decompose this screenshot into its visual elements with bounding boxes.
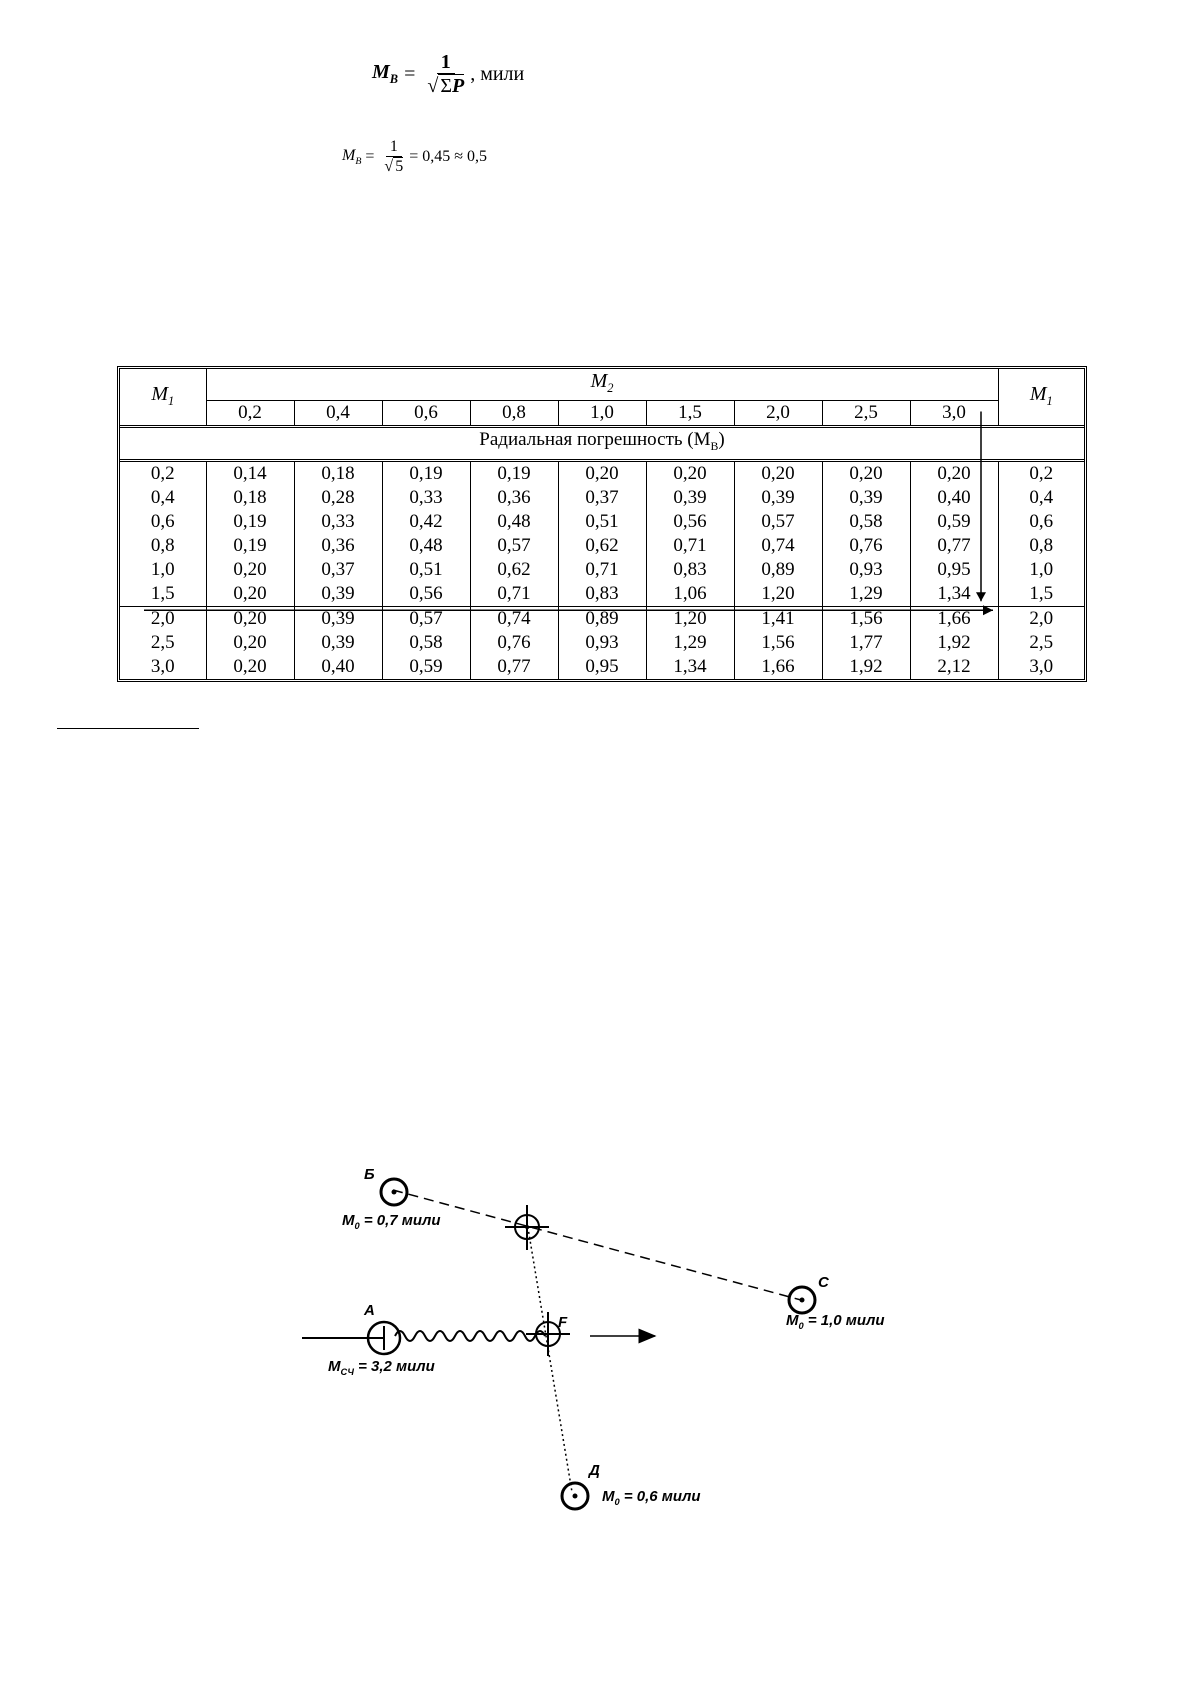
table-cell: 1,77 bbox=[822, 631, 910, 655]
label-c: C bbox=[818, 1274, 829, 1291]
header-m2-value: 0,8 bbox=[470, 401, 558, 427]
table-cell: 1,66 bbox=[734, 655, 822, 679]
table-cell: 0,39 bbox=[646, 486, 734, 510]
table-cell: 0,57 bbox=[734, 510, 822, 534]
header-m2-value: 0,6 bbox=[382, 401, 470, 427]
table-cell: 0,39 bbox=[294, 631, 382, 655]
label-b-error: $M_0 = 0,7$ мили bbox=[342, 1212, 441, 1231]
table-cell: 0,71 bbox=[646, 534, 734, 558]
table-cell: 0,36 bbox=[470, 486, 558, 510]
table-cell: 0,33 bbox=[382, 486, 470, 510]
table-cell: 1,06 bbox=[646, 582, 734, 607]
row-m1-right: 1,5 bbox=[998, 582, 1084, 607]
row-m1-left: 1,0 bbox=[120, 558, 206, 582]
table-cell: 1,92 bbox=[937, 631, 971, 653]
table-cell: 0,51 bbox=[382, 558, 470, 582]
table-cell: 1,29 bbox=[822, 582, 910, 607]
table-cell: 0,74 bbox=[734, 534, 822, 558]
table-cell: 0,57 bbox=[382, 606, 470, 631]
table-cell: 0,71 bbox=[470, 582, 558, 607]
table-cell: 0,20 bbox=[646, 460, 734, 486]
table-cell: 0,39 bbox=[734, 486, 822, 510]
row-m1-right: 0,6 bbox=[998, 510, 1084, 534]
row-m1-right: 0,8 bbox=[998, 534, 1084, 558]
table-cell: 0,33 bbox=[294, 510, 382, 534]
table-cell: 0,14 bbox=[206, 460, 294, 486]
label-d: Д bbox=[589, 1462, 600, 1479]
table-cell: 0,59 bbox=[382, 655, 470, 679]
table-cell: 0,20 bbox=[206, 582, 294, 607]
table-cell: 0,39 bbox=[294, 606, 382, 631]
table-cell: 0,39 bbox=[294, 582, 382, 607]
header-m2-value: 3,0 bbox=[942, 402, 966, 423]
row-m1-right: 2,5 bbox=[998, 631, 1084, 655]
header-m2-value: 2,0 bbox=[734, 401, 822, 427]
table-cell: 0,19 bbox=[206, 534, 294, 558]
formula-general-unit: , мили bbox=[470, 62, 525, 85]
table-cell: 0,89 bbox=[734, 558, 822, 582]
table-cell: 0,76 bbox=[470, 631, 558, 655]
table-cell: 0,20 bbox=[206, 655, 294, 679]
table-cell: 0,58 bbox=[822, 510, 910, 534]
landmark-d-icon bbox=[562, 1483, 588, 1509]
header-m2-value: 0,2 bbox=[206, 401, 294, 427]
row-m1-left: 2,5 bbox=[120, 631, 206, 655]
table-cell: 0,76 bbox=[822, 534, 910, 558]
table-cell: 0,51 bbox=[558, 510, 646, 534]
table-cell: 0,20 bbox=[558, 460, 646, 486]
table-cell: 0,37 bbox=[294, 558, 382, 582]
table-cell: 0,93 bbox=[558, 631, 646, 655]
table-cell: 0,77 bbox=[937, 534, 971, 556]
header-m1-left: $M_1$ bbox=[120, 369, 206, 427]
formula-general-lhs: $M_B$ bbox=[372, 61, 399, 86]
table-cell: 0,39 bbox=[822, 486, 910, 510]
table-cell: 0,40 bbox=[294, 655, 382, 679]
row-m1-right: 2,0 bbox=[998, 606, 1084, 631]
header-m1-right: $M_1$ bbox=[998, 369, 1084, 427]
label-a-error: $M_{СЧ} = 3,2$ мили bbox=[328, 1358, 435, 1377]
row-m1-left: 0,4 bbox=[120, 486, 206, 510]
line-b-c bbox=[393, 1190, 801, 1300]
table-cell: 0,57 bbox=[470, 534, 558, 558]
table-cell: 0,18 bbox=[294, 460, 382, 486]
row-m1-left: 0,8 bbox=[120, 534, 206, 558]
line-fix-d bbox=[527, 1222, 572, 1492]
table-cell: 1,92 bbox=[822, 655, 910, 679]
table-cell: 1,20 bbox=[734, 582, 822, 607]
table-cell: 1,66 bbox=[910, 606, 998, 631]
table-cell: 0,62 bbox=[470, 558, 558, 582]
table-cell: 0,83 bbox=[558, 582, 646, 607]
label-b: Б bbox=[364, 1166, 375, 1183]
table-cell: 0,20 bbox=[206, 631, 294, 655]
table-cell: 0,56 bbox=[646, 510, 734, 534]
table-cell: 0,36 bbox=[294, 534, 382, 558]
formula-calc-fraction: $\frac{1}{√ 5}$ bbox=[384, 138, 404, 175]
label-f: F bbox=[558, 1314, 568, 1331]
observed-fix-marker bbox=[505, 1205, 549, 1250]
table-cell: 0,56 bbox=[382, 582, 470, 607]
table-cell: 0,59 bbox=[937, 510, 971, 532]
table-cell: 1,20 bbox=[646, 606, 734, 631]
table-cell: 0,20 bbox=[822, 460, 910, 486]
table-cell: 0,95 bbox=[558, 655, 646, 679]
table-cell: 0,95 bbox=[937, 558, 971, 580]
row-m1-right: 0,2 bbox=[998, 460, 1084, 486]
row-m1-right: 0,4 bbox=[998, 486, 1084, 510]
landmark-c-icon bbox=[789, 1287, 815, 1313]
row-m1-left: 1,5 bbox=[120, 582, 206, 607]
landmark-b-icon bbox=[381, 1179, 407, 1205]
row-m1-left: 3,0 bbox=[120, 655, 206, 679]
table-cell: 1,56 bbox=[822, 606, 910, 631]
table-cell: 0,93 bbox=[822, 558, 910, 582]
table-cell: 0,19 bbox=[382, 460, 470, 486]
table-cell: 0,37 bbox=[558, 486, 646, 510]
header-m2-value: 0,4 bbox=[294, 401, 382, 427]
row-m1-right: 1,0 bbox=[998, 558, 1084, 582]
table-cell: 0,83 bbox=[646, 558, 734, 582]
formula-general: $M_B$ = $\frac{1}{√ \Sigma P}$ , мили bbox=[372, 50, 525, 97]
table-cell: 0,71 bbox=[558, 558, 646, 582]
table-cell: 0,28 bbox=[294, 486, 382, 510]
table-cell: 2,12 bbox=[937, 655, 971, 677]
row-m1-left: 0,6 bbox=[120, 510, 206, 534]
table-cell: 0,20 bbox=[206, 558, 294, 582]
table-cell: 1,34 bbox=[937, 582, 971, 604]
table-cell: 0,19 bbox=[206, 510, 294, 534]
header-m2-value: 1,0 bbox=[558, 401, 646, 427]
formula-general-fraction: $\frac{1}{√ \Sigma P}$ bbox=[427, 50, 465, 97]
table-cell: 1,34 bbox=[646, 655, 734, 679]
row-m1-left: 0,2 bbox=[120, 460, 206, 486]
header-m2-value: 2,5 bbox=[822, 401, 910, 427]
header-m2: $M_2$ bbox=[206, 369, 998, 401]
row-m1-right: 3,0 bbox=[998, 655, 1084, 679]
table-cell: 0,62 bbox=[558, 534, 646, 558]
label-a: A bbox=[364, 1302, 375, 1319]
table-cell: 0,74 bbox=[470, 606, 558, 631]
table-cell: 0,77 bbox=[470, 655, 558, 679]
table-cell: 0,42 bbox=[382, 510, 470, 534]
table-cell: 0,48 bbox=[382, 534, 470, 558]
table-cell: 0,20 bbox=[734, 460, 822, 486]
table-cell: 1,29 bbox=[646, 631, 734, 655]
label-d-error: $M_0 = 0,6$ мили bbox=[602, 1488, 701, 1507]
table-cell: 0,48 bbox=[470, 510, 558, 534]
header-m2-value: 1,5 bbox=[646, 401, 734, 427]
table-cell: 0,40 bbox=[937, 486, 971, 508]
table-cell: 0,20 bbox=[937, 462, 971, 484]
table-cell: 0,19 bbox=[470, 460, 558, 486]
table-cell: 0,18 bbox=[206, 486, 294, 510]
label-c-error: $M_0 = 1,0$ мили bbox=[786, 1312, 885, 1331]
formula-calc-lhs: $M_B$ bbox=[342, 146, 362, 168]
table-cell: 1,56 bbox=[734, 631, 822, 655]
table-cell: 0,58 bbox=[382, 631, 470, 655]
formula-calc-result: = 0,45 ≈ 0,5 bbox=[409, 148, 488, 165]
row-m1-left: 2,0 bbox=[120, 606, 206, 631]
formula-calculation: $M_B$ = $\frac{1}{√ 5}$ = 0,45 ≈ 0,5 bbox=[342, 138, 488, 175]
table-cell: 1,41 bbox=[734, 606, 822, 631]
dead-reckoning-track bbox=[395, 1331, 545, 1341]
table-cell: 0,20 bbox=[206, 606, 294, 631]
table-cell: 0,89 bbox=[558, 606, 646, 631]
subheader-radial-error: Радиальная погрешность $(М_В)$ bbox=[120, 427, 1084, 461]
